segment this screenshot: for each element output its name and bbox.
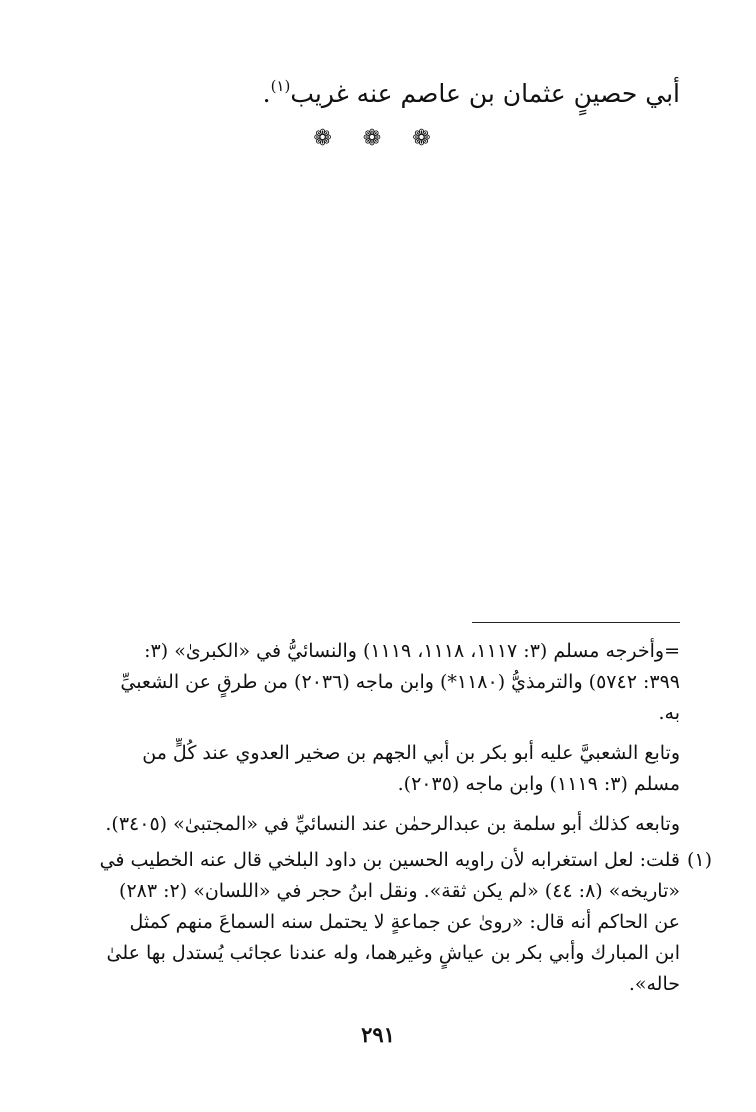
footnote-continuation: [86, 636, 680, 729]
footnote-line: قلت: لعل استغرابه لأن راويه الحسين بن داود البلخي قال عنه الخطيب في: [99, 849, 680, 871]
main-text-period: .: [262, 79, 271, 108]
footnote-reference[interactable]: (١): [270, 77, 291, 95]
footnote-line: =وأخرجه مسلم (٣: ١١١٧، ١١١٨، ١١١٩) والنسائيُّ في «الكبرىٰ» (٣:: [144, 640, 680, 662]
footnote-1: [86, 845, 680, 1000]
flower-ornament-icon: ❁: [362, 126, 394, 151]
footnote-line: وتابعه كذلك أبو سلمة بن عبدالرحمٰن عند النسائيِّ في «المجتبىٰ» (٣٤٠٥).: [105, 813, 680, 835]
section-divider-ornaments: [0, 126, 756, 151]
footnote-paragraph: [86, 738, 680, 800]
footnote-line: حاله».: [628, 973, 680, 995]
main-text-line: [80, 72, 680, 116]
footnote-separator-rule: [472, 622, 680, 623]
footnote-line: عن الحاكم أنه قال: «روىٰ عن جماعةٍ لا يحتمل سنه السماعَ منهم كمثل: [129, 911, 680, 933]
footnote-line: وتابع الشعبيَّ عليه أبو بكر بن أبي الجهم بن صخير العدوي عند كُلٍّ من: [142, 742, 680, 764]
main-text: أبي حصينٍ عثمان بن عاصم عنه غريب: [290, 79, 680, 108]
footnotes-section: [86, 636, 680, 849]
page-number: ٢٩١: [361, 1022, 395, 1047]
footnote-line: «تاريخه» (٨: ٤٤) «لم يكن ثقة». ونقل ابنُ حجر في «اللسان» (٢: ٢٨٣): [119, 880, 680, 902]
footnote-line: مسلم (٣: ١١١٩) وابن ماجه (٢٠٣٥).: [397, 773, 680, 795]
footnote-line: به.: [658, 702, 680, 724]
flower-ornament-icon: ❁: [412, 126, 443, 151]
footnote-paragraph: [86, 809, 680, 840]
footnote-line: ابن المبارك وأبي بكر بن عياشٍ وغيرهما، وله عندنا عجائب يُستدل بها علىٰ: [106, 942, 680, 964]
flower-ornament-icon: ❁: [313, 126, 344, 151]
footnote-number: (١): [686, 849, 712, 871]
footnote-line: ٣٩٩: ٥٧٤٢) والترمذيُّ (١١٨٠*) وابن ماجه (٢٠٣٦) من طرقٍ عن الشعبيِّ: [120, 671, 680, 693]
